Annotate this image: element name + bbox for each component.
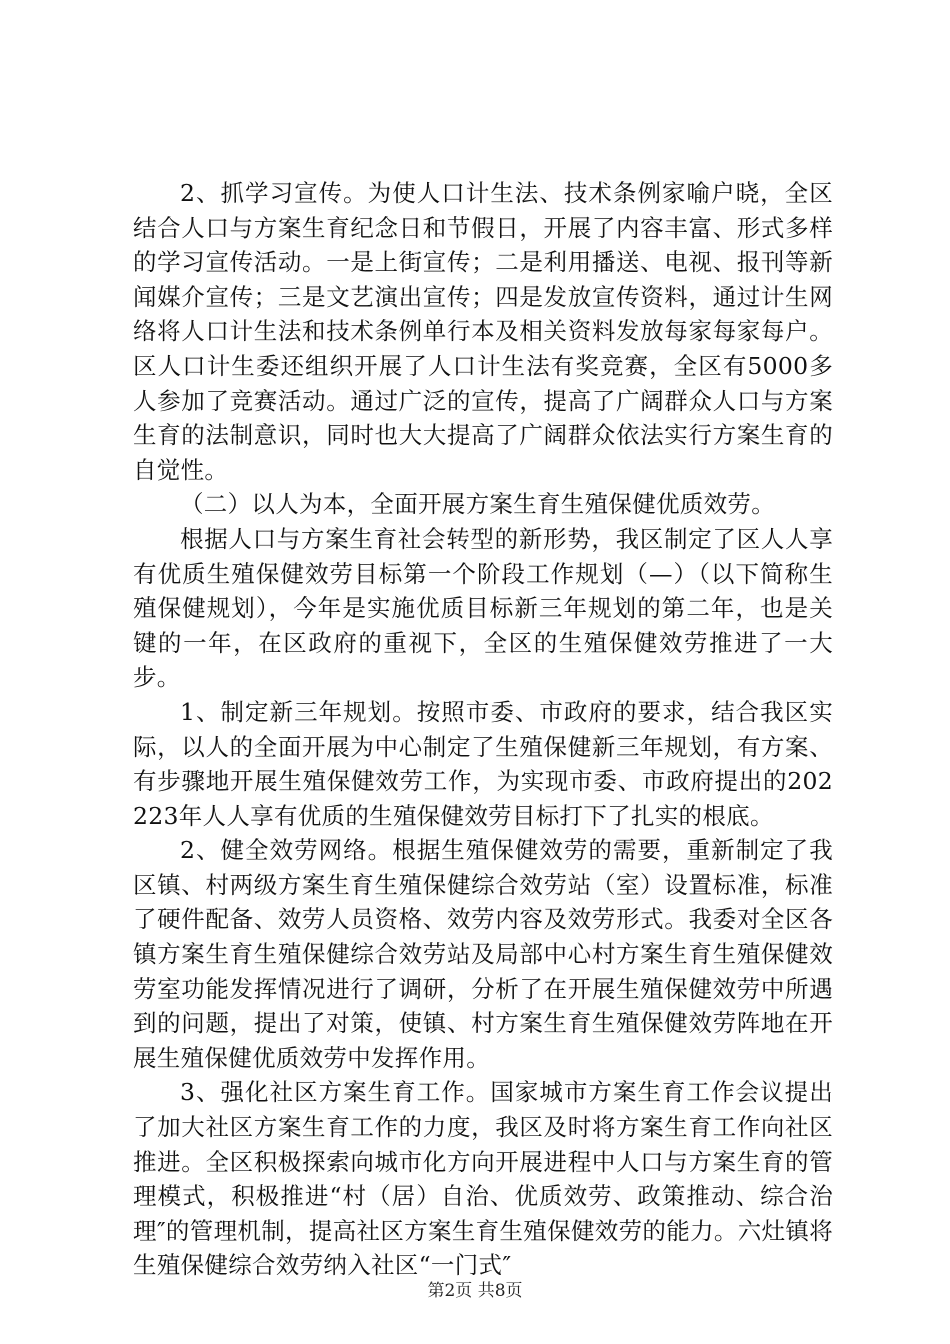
paragraph-service-network: 2、健全效劳网络。根据生殖保健效劳的需要，重新制定了我区镇、村两级方案生育生殖保健综合效劳站（室）设置标准，标准了硬件配备、效劳人员资格、效劳内容及效劳形式。我委对全区各镇方案生育生殖保健综合效劳站及局部中心村方案生育生殖保健效劳室功能发挥情况进行了调研，分析了在开展生殖保健效劳中所遇到的问题，提出了对策，使镇、村方案生育生殖保健效劳阵地在开展生殖保健优质效劳中发挥作用。: [133, 836, 833, 1072]
paragraph-three-year-plan: 1、制定新三年规划。按照市委、市政府的要求，结合我区实际，以人的全面开展为中心制定了生殖保健新三年规划，有方案、有步骤地开展生殖保健效劳工作，为实现市委、市政府提出的202223年人人享有优质的生殖保健效劳目标打下了扎实的根底。: [133, 697, 833, 830]
paragraph-new-situation: 根据人口与方案生育社会转型的新形势，我区制定了区人人享有优质生殖保健效劳目标第一个阶段工作规划（—）（以下简称生殖保健规划），今年是实施优质目标新三年规划的第二年，也是关键的一年，在区政府的重视下，全区的生殖保健效劳推进了一大步。: [133, 524, 833, 692]
page-footer: 第2页 共8页: [427, 1281, 523, 1301]
section-heading-2: （二）以人为本，全面开展方案生育生殖保健优质效劳。: [180, 490, 775, 519]
paragraph-community-work: 3、强化社区方案生育工作。国家城市方案生育工作会议提出了加大社区方案生育工作的力度，我区及时将方案生育工作向社区推进。全区积极探索向城市化方向开展进程中人口与方案生育的管理模式，积极推进“村（居）自治、优质效劳、政策推动、综合治理″的管理机制，提高社区方案生育生殖保健效劳的能力。六灶镇将生殖保健综合效劳纳入社区“一门式″: [133, 1078, 833, 1280]
document-body: [133, 176, 833, 1283]
paragraph-publicity: 2、抓学习宣传。为使人口计生法、技术条例家喻户晓，全区结合人口与方案生育纪念日和节假日，开展了内容丰富、形式多样的学习宣传活动。一是上街宣传；二是利用播送、电视、报刊等新闻媒介宣传；三是文艺演出宣传；四是发放宣传资料，通过计生网络将人口计生法和技术条例单行本及相关资料发放每家每家每户。区人口计生委还组织开展了人口计生法有奖竞赛，全区有5000多人参加了竞赛活动。通过广泛的宣传，提高了广阔群众人口与方案生育的法制意识，同时也大大提高了广阔群众依法实行方案生育的自觉性。: [133, 179, 833, 484]
